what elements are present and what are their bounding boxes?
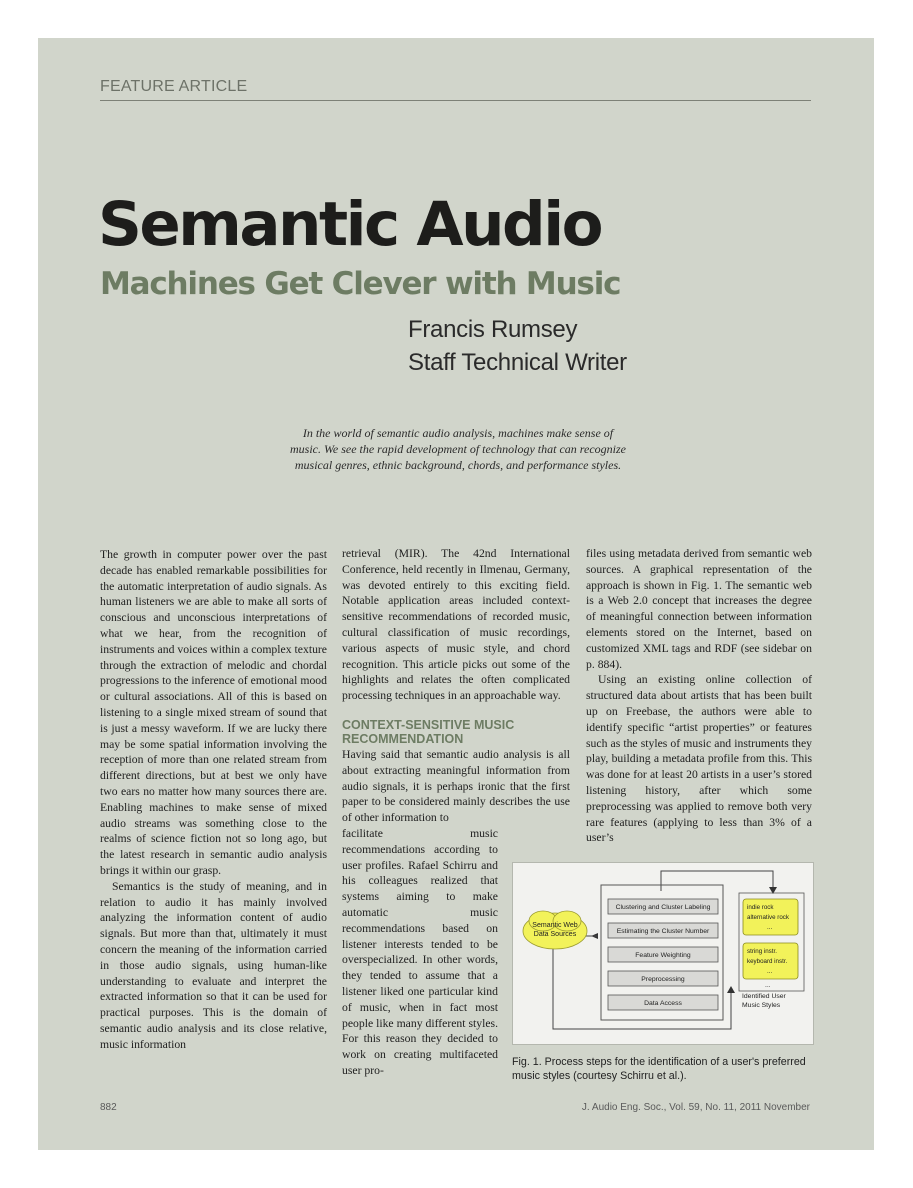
header-rule: [100, 100, 811, 101]
page-number: 882: [100, 1102, 117, 1113]
style-label: string instr.: [747, 948, 777, 955]
ellipsis-label: ...: [765, 982, 771, 989]
paragraph: files using metadata derived from semantic web sources. A graphical representation of the approach is shown in Fig. 1. The semantic web is a Web 2.0 concept that increases the degree of meaningful connection between information elements stored on the Internet, based on customized XML tags and RDF (see sidebar on p. 884).: [586, 547, 812, 671]
author-name: Francis Rumsey: [408, 316, 578, 343]
paragraph: retrieval (MIR). The 42nd International Conference, held recently in Ilmenau, Germany, was devoted entirely to this exciting field. Notable application areas included context-sensitive recommendations of recorded music, cultural classification of music recordings, various aspects of music style, and chord recognition. This article picks out some of the highlights and relates the often complicated processing techniques in an approachable way.: [342, 547, 570, 703]
author-role: Staff Technical Writer: [408, 349, 627, 376]
cloud-label-line-1: Semantic Web: [532, 922, 578, 929]
body-column-1: [100, 547, 327, 1053]
step-label: Clustering and Cluster Labeling: [615, 904, 711, 911]
section-label: FEATURE ARTICLE: [100, 78, 248, 95]
body-column-3: [586, 546, 812, 846]
style-label: keyboard instr.: [747, 958, 788, 965]
result-label-line-2: Music Styles: [742, 1002, 781, 1009]
step-label: Data Access: [644, 1000, 682, 1007]
style-label: ...: [767, 924, 773, 931]
connector-line: [661, 871, 773, 891]
journal-page: [38, 38, 874, 1150]
article-subtitle: Machines Get Clever with Music: [100, 266, 621, 302]
article-abstract: In the world of semantic audio analysis, machines make sense of music. We see the rapid development of technology that can recognize musical genres, ethnic background, chords, and performance styles.: [289, 426, 627, 473]
figure-1: [512, 862, 814, 1045]
paragraph-continued: facilitate music recommendations according to user profiles. Rafael Schirru and his colleagues realized that systems aiming to make automatic music recommendations based on listener interests tended to be overspecialized. In other words, they tended to assume that a listener liked one particular kind of music, when in fact most people like many different styles. For this reason they decided to work on creating multifaceted user pro-: [342, 826, 498, 1077]
style-label: alternative rock: [747, 914, 789, 921]
journal-citation: J. Audio Eng. Soc., Vol. 59, No. 11, 2011 November: [581, 1102, 810, 1113]
step-label: Preprocessing: [641, 976, 685, 983]
cloud-icon: [523, 911, 587, 949]
paragraph: Using an existing online collection of structured data about artists that has been built up on Freebase, the authors were able to identify specific “artist properties” or features such as the styles of music and instruments they play, building a metadata profile from this. This was done for at least 20 artists in a user’s stored listening history, after which some preprocessing was applied to remove both very rare features (applying to less than 3% of a user’s: [586, 673, 812, 845]
section-heading: CONTEXT-SENSITIVE MUSIC RECOMMENDATION: [342, 717, 515, 746]
result-label-line-1: Identified User: [742, 993, 786, 1000]
step-label: Feature Weighting: [635, 952, 691, 959]
step-label: Estimating the Cluster Number: [616, 928, 710, 935]
cloud-label-line-2: Data Sources: [533, 931, 577, 938]
article-title: Semantic Audio: [98, 189, 602, 260]
arrow-head-icon: [727, 986, 735, 993]
style-label: ...: [767, 968, 773, 975]
paragraph: Semantics is the study of meaning, and in relation to audio it has mainly involved analyzing the information content of audio signals. But more than that, ultimately it must concern the meaning of the information carried in those audio signals, using human-like understanding to evaluate and interpret the extracted information so that it can be used for practical purposes. This is the domain of semantic audio analysis and its close relative, music information: [100, 879, 327, 1051]
paragraph: The growth in computer power over the past decade has enabled remarkable possibilities for the automatic interpretation of audio signals. As human listeners we are able to make all sorts of conscious and unconscious interpretations of what we hear, from the recognition of instruments and voices within a complex texture through the extraction of melodic and chordal progressions to the inference of emotional mood or cultural associations. All of this is based on listening to a single mixed stream of sound that is just a messy waveform. If we are lucky there may be some spatial information involving the reception of more than one related stream from different directions, but at best we only have two ears no matter how many sources there are. Enabling machines to make sense of mixed audio streams was something close to the realms of science fiction not so long ago, but the latest research in semantic audio analysis brings it within our grasp.: [100, 548, 327, 877]
figure-caption: Fig. 1. Process steps for the identification of a user's preferred music styles (courtesy Schirru et al.).: [512, 1056, 806, 1082]
style-label: indie rock: [747, 904, 774, 911]
paragraph: Having said that semantic audio analysis is all about extracting meaningful information from audio signals, it is perhaps ironic that the first paper to be considered mainly describes the use of other information to: [342, 747, 570, 825]
